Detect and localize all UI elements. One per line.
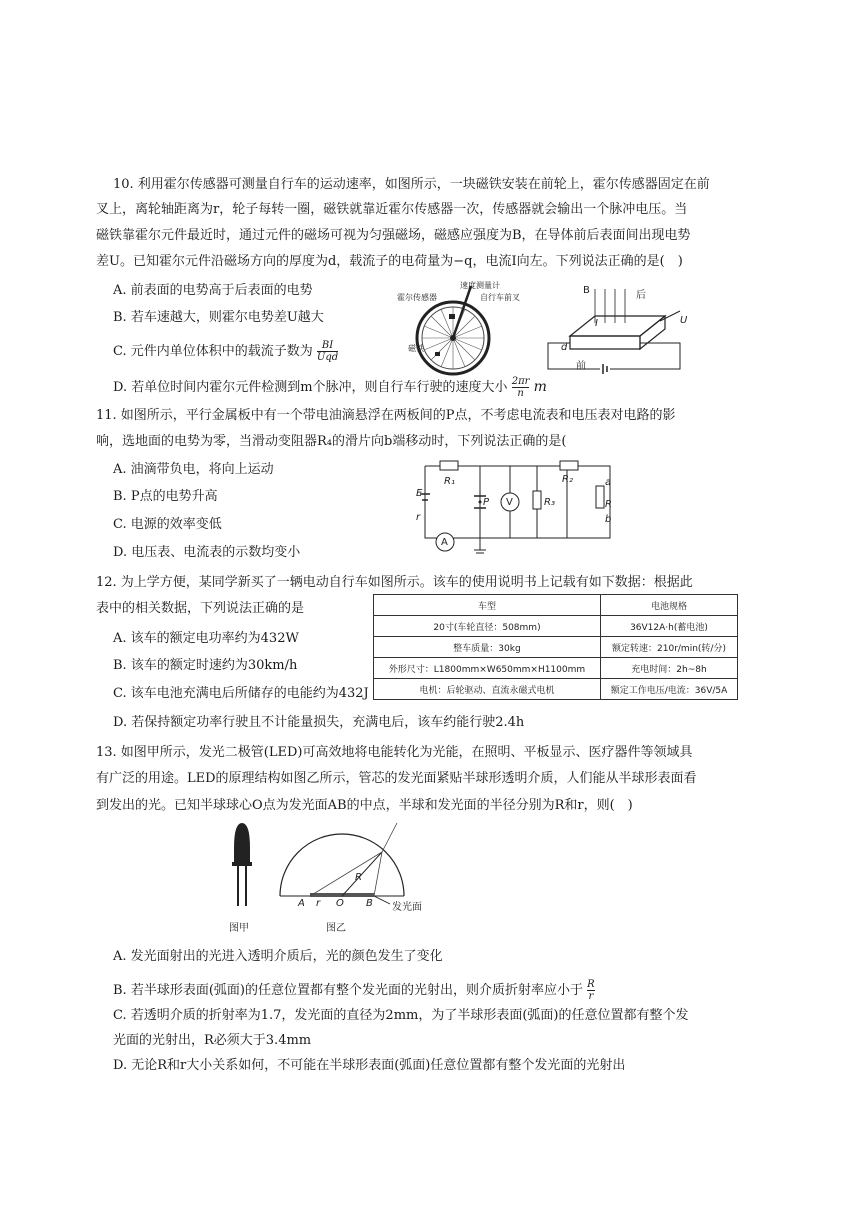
- label-r2: R₂: [562, 474, 573, 485]
- q10-frac-c-num: BI: [317, 340, 338, 352]
- q11-option-a: A. 油滴带负电，将向上运动: [113, 462, 274, 477]
- led-bulb: [234, 823, 250, 862]
- q13-frac-b-den: r: [588, 991, 594, 1002]
- label-b-field: B: [583, 285, 590, 296]
- q13-option-a: A. 发光面射出的光进入透明介质后，光的颜色发生了变化: [113, 949, 443, 964]
- label-big-r: R: [355, 872, 362, 883]
- q10-option-c: [113, 340, 338, 363]
- table-header-row: [374, 595, 738, 616]
- hall-circuit-wire-right: [610, 343, 680, 369]
- q13-option-c-line-1: C. 若透明介质的折射率为1.7，发光面的直径为2mm，为了半球形表面(弧面)的任意位置都有整个发: [113, 1008, 689, 1023]
- q13-line-3: 到发出的光。已知半球球心O点为发光面AB的中点，半球和发光面的半径分别为R和r，则( ): [96, 798, 633, 813]
- label-current-i: I: [595, 318, 598, 329]
- q12-option-a: A. 该车的额定电功率约为432W: [113, 631, 299, 646]
- table-cell: 额定工作电压/电流：36V/5A: [600, 679, 737, 700]
- q10-option-b: B. 若车速越大，则霍尔电势差U越大: [113, 310, 324, 325]
- face-pointer: [374, 896, 390, 904]
- q12-line-2: 表中的相关数据，下列说法正确的是: [96, 601, 305, 616]
- q10-line-3: 磁铁靠霍尔元件最近时，通过元件的磁场可视为匀强磁场，磁感应强度为B，在导体前后表面间出现电势: [96, 228, 691, 243]
- label-emf-e: E: [416, 488, 423, 499]
- q10-line-1: 10. 利用霍尔传感器可测量自行车的运动速率，如图所示，一块磁铁安装在前轮上，霍尔传感器固定在前: [113, 177, 710, 192]
- q13-frac-b-num: R: [587, 979, 595, 990]
- light-ray-1: [374, 852, 382, 896]
- q12-line-1: 12. 为上学方便，某同学新买了一辆电动自行车如图所示。该车的使用说明书上记载有如下数据：根据此: [96, 575, 693, 590]
- hall-sensor-mark: [449, 314, 455, 319]
- q10-frac-c-den: Uqd: [316, 352, 339, 363]
- label-center-o: O: [336, 898, 344, 909]
- hall-element-figure: [540, 281, 690, 381]
- q13-fraction-b: [587, 979, 595, 1002]
- table-row: [374, 616, 738, 637]
- led-base: [232, 862, 252, 866]
- label-ammeter-a: A: [441, 537, 448, 548]
- oil-drop-p: [479, 501, 482, 504]
- q10-frac-d-num: 2πr: [511, 376, 530, 387]
- q13-line-2: 有广泛的用途。LED的原理结构如图乙所示，管芯的发光面紧贴半球形透明介质，人们能从半球形表面看: [96, 771, 697, 786]
- q10-frac-d-suffix: m: [533, 379, 547, 395]
- label-back: 后: [636, 290, 646, 301]
- label-r1: R₁: [444, 476, 455, 487]
- rheostat-r4: [596, 486, 604, 508]
- q10-option-d: [113, 376, 547, 399]
- label-voltmeter-v: V: [506, 497, 513, 508]
- q10-option-c-text: C. 元件内单位体积中的载流子数为: [113, 344, 313, 359]
- label-point-b: B: [366, 898, 373, 909]
- label-front-fork: 自行车前叉: [480, 293, 520, 302]
- label-hall-sensor: 霍尔传感器: [397, 293, 437, 302]
- q11-option-b: B. P点的电势升高: [113, 489, 218, 504]
- label-r3: R₃: [544, 497, 555, 508]
- q10-fraction-c: [317, 340, 338, 363]
- label-figure-jia: 图甲: [229, 923, 249, 934]
- label-emitting-face: 发光面: [392, 902, 422, 913]
- table-header-cell: 电池规格: [600, 595, 737, 616]
- table-cell: 电机：后轮驱动、直流永磁式电机: [374, 679, 601, 700]
- hemisphere-arc: [280, 834, 404, 896]
- q10-line-4: 差U。已知霍尔元件沿磁场方向的厚度为d，载流子的电荷量为−q，电流I向左。下列说法正确的是( ): [96, 254, 683, 269]
- resistor-r2: [560, 461, 578, 470]
- light-ray-2: [310, 852, 382, 896]
- table-row: [374, 679, 738, 700]
- label-speed-meter: 速度测量计: [460, 281, 500, 290]
- q13-option-b-text: B. 若半球形表面(弧面)的任意位置都有整个发光面的光射出，则介质折射率应小于: [113, 983, 583, 998]
- table-cell: 充电时间：2h~8h: [600, 658, 737, 679]
- resistor-r3: [533, 491, 541, 509]
- q13-option-d: D. 无论R和r大小关系如何，不可能在半球形表面(弧面)任意位置都有整个发光面的光射出: [113, 1058, 626, 1073]
- magnetic-field-arrows: [595, 289, 625, 323]
- label-end-b: b: [605, 514, 612, 525]
- table-cell: 20寸(车轮直径：508mm): [374, 616, 601, 637]
- q13-option-b: [113, 979, 595, 1002]
- q12-option-d: D. 若保持额定功率行驶且不计能量损失，充满电后，该车约能行驶2.4h: [113, 715, 525, 730]
- q10-option-a: A. 前表面的电势高于后表面的电势: [113, 283, 313, 298]
- label-voltage-u: U: [680, 315, 688, 326]
- ebike-spec-table: [373, 594, 738, 700]
- table-cell: 整车质量：30kg: [374, 637, 601, 658]
- q13-line-1: 13. 如图甲所示，发光二极管(LED)可高效地将电能转化为光能，在照明、平板显示、医疗器件等领域具: [96, 745, 693, 760]
- hall-block-side: [640, 316, 665, 349]
- front-fork: [453, 286, 471, 338]
- q10-option-d-text: D. 若单位时间内霍尔元件检测到m个脉冲，则自行车行驶的速度大小: [113, 380, 508, 395]
- q10-line-2: 叉上，离轮轴距离为r，轮子每转一圈，磁铁就靠近霍尔传感器一次，传感器就会输出一个脉冲电压。当: [96, 202, 688, 217]
- q12-option-c: C. 该车电池充满电后所储存的电能约为432J: [113, 686, 369, 701]
- light-ray-out: [382, 823, 397, 852]
- emitting-surface: [310, 893, 374, 897]
- q10-fraction-d: [512, 376, 530, 399]
- label-front: 前: [576, 361, 586, 372]
- table-cell: 额定转速：210r/min(转/分): [600, 637, 737, 658]
- label-end-a: a: [605, 477, 612, 488]
- q11-line-1: 11. 如图所示，平行金属板中有一个带电油滴悬浮在两板间的P点，不考虑电流表和电压表对电路的影: [96, 408, 676, 423]
- table-header-cell: 车型: [374, 595, 601, 616]
- table-row: [374, 637, 738, 658]
- q11-option-c: C. 电源的效率变低: [113, 517, 222, 532]
- q11-line-2: 响，选地面的电势为零，当滑动变阻器R₄的滑片向b端移动时，下列说法正确的是(: [96, 434, 567, 449]
- hall-block-front: [570, 336, 640, 349]
- magnet-mark: [435, 352, 440, 356]
- q10-frac-d-den: n: [517, 388, 524, 399]
- resistor-r1: [440, 461, 458, 470]
- label-thickness-d: d: [561, 342, 568, 353]
- table-cell: 外形尺寸：L1800mm×W650mm×H1100mm: [374, 658, 601, 679]
- hall-block-top: [570, 316, 665, 336]
- label-small-r: r: [316, 898, 321, 909]
- label-magnet: 磁铁: [408, 344, 424, 353]
- label-figure-yi: 图乙: [326, 923, 346, 934]
- label-internal-r: r: [416, 512, 421, 523]
- q12-option-b: B. 该车的额定时速约为30km/h: [113, 658, 298, 673]
- label-r4: R: [605, 499, 612, 510]
- table-cell: 36V12A·h(蓄电池): [600, 616, 737, 637]
- radius-line: [342, 852, 382, 896]
- label-point-p: P: [483, 497, 490, 508]
- q11-option-d: D. 电压表、电流表的示数均变小: [113, 545, 301, 560]
- hall-circuit-wire-left: [548, 343, 600, 369]
- table-row: [374, 658, 738, 679]
- label-point-a: A: [298, 898, 305, 909]
- q13-option-c-line-2: 光面的光射出，R必须大于3.4mm: [113, 1033, 312, 1048]
